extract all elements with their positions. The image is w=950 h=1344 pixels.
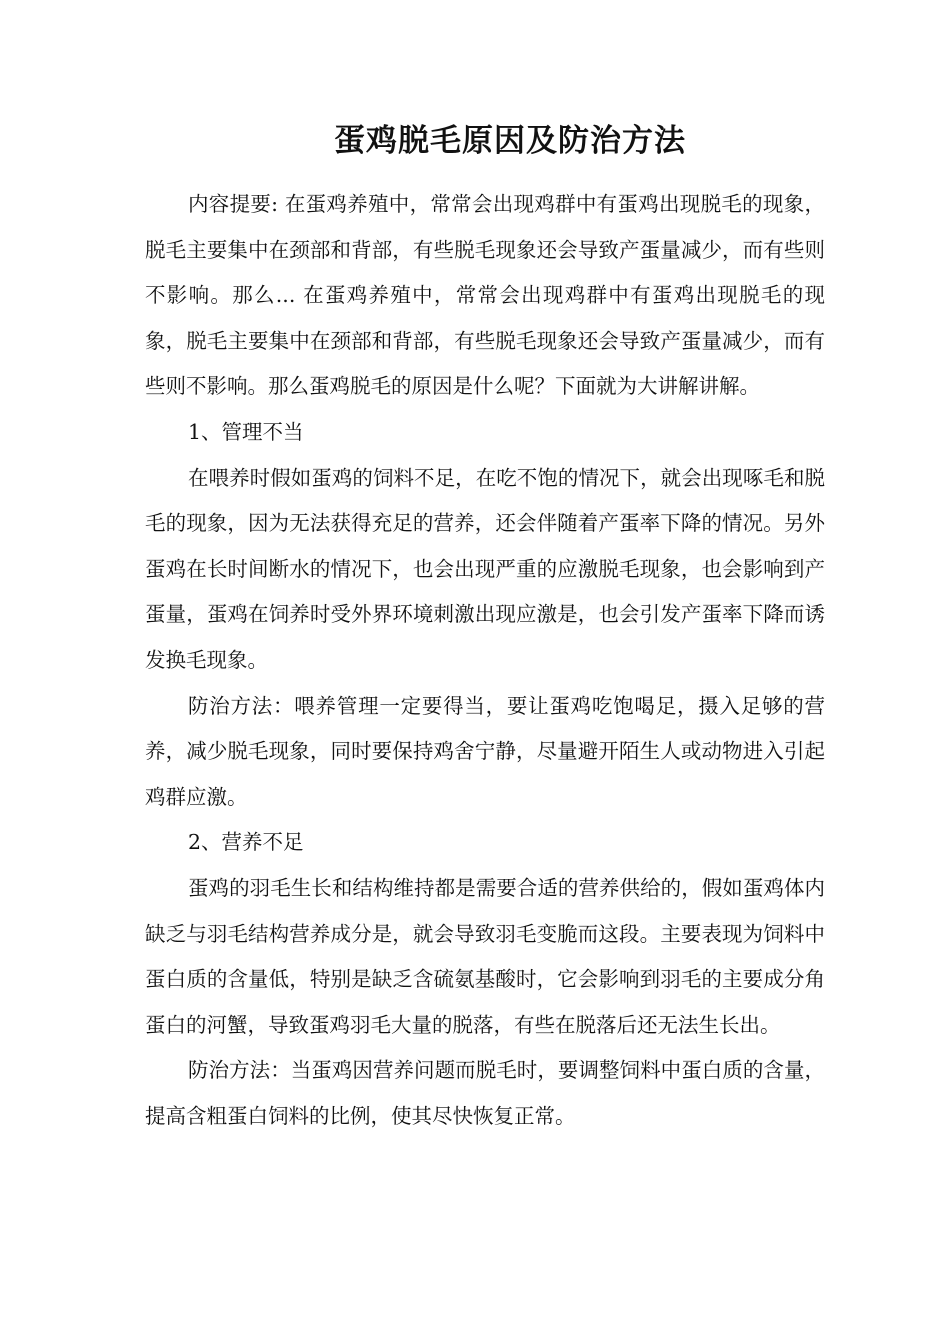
paragraph-summary: 内容提要: 在蛋鸡养殖中，常常会出现鸡群中有蛋鸡出现脱毛的现象，脱毛主要集中在颈部和背部，有些脱毛现象还会导致产蛋量减少，而有些则不影响。那么... 在蛋鸡养殖中，常常会出现鸡群中有蛋鸡出现脱毛的现象，脱毛主要集中在颈部和背部，有些脱毛现象还会导致产蛋量减少，而有些则不影响。那么蛋鸡脱毛的原因是什么呢？下面就为大讲解讲解。 [145, 192, 825, 399]
section-heading-management: 1、管理不当 [188, 419, 304, 444]
paragraph-management: 在喂养时假如蛋鸡的饲料不足，在吃不饱的情况下，就会出现啄毛和脱毛的现象，因为无法获得充足的营养，还会伴随着产蛋率下降的情况。另外蛋鸡在长时间断水的情况下，也会出现严重的应激脱毛现象，也会影响到产蛋量，蛋鸡在饲养时受外界环境刺激出现应激是，也会引发产蛋率下降而诱发换毛现象。 [145, 465, 825, 672]
paragraph-nutrition: 蛋鸡的羽毛生长和结构维持都是需要合适的营养供给的，假如蛋鸡体内缺乏与羽毛结构营养成分是，就会导致羽毛变脆而这段。主要表现为饲料中蛋白质的含量低，特别是缺乏含硫氨基酸时，它会影响到羽毛的主要成分角蛋白的河蟹，导致蛋鸡羽毛大量的脱落，有些在脱落后还无法生长出。 [145, 875, 825, 1037]
paragraph-management-prevention: 防治方法：喂养管理一定要得当，要让蛋鸡吃饱喝足，摄入足够的营养，减少脱毛现象，同时要保持鸡舍宁静，尽量避开陌生人或动物进入引起鸡群应激。 [145, 693, 825, 809]
document-body [145, 182, 825, 1139]
section-heading-nutrition: 2、营养不足 [188, 830, 304, 855]
paragraph-nutrition-prevention: 防治方法：当蛋鸡因营养问题而脱毛时，要调整饲料中蛋白质的含量，提高含粗蛋白饲料的比例，使其尽快恢复正常。 [145, 1058, 825, 1128]
page-title: 蛋鸡脱毛原因及防治方法 [334, 123, 686, 159]
